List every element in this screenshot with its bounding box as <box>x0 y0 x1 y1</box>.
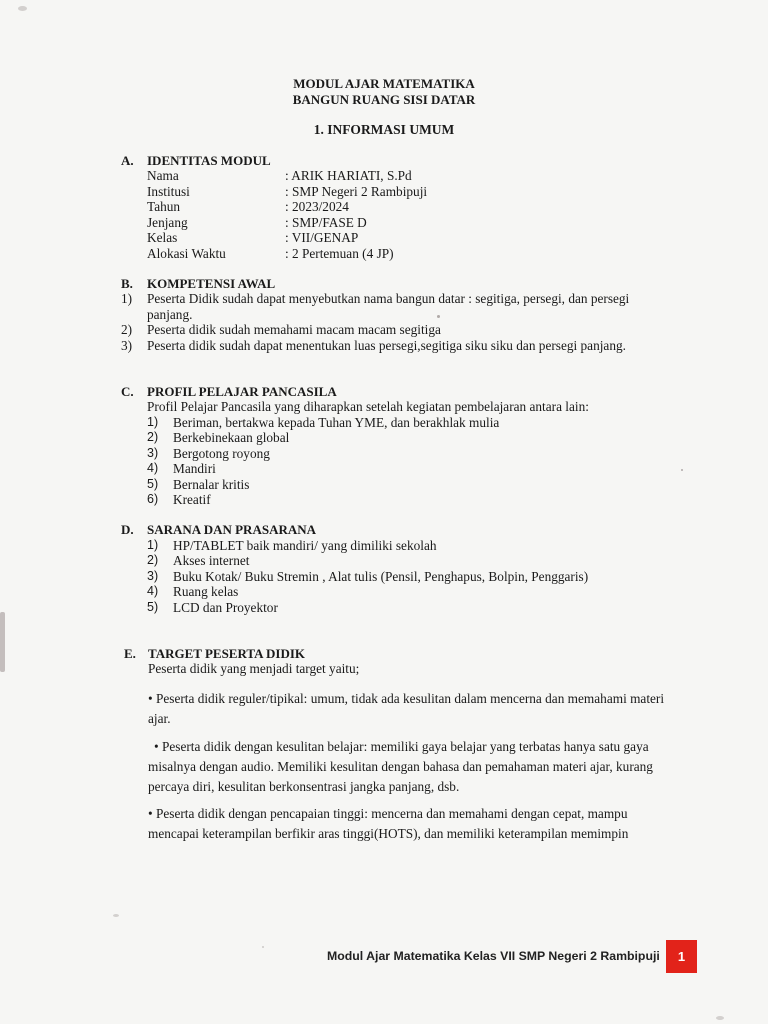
identitas-value: : SMP Negeri 2 Rambipuji <box>285 184 428 199</box>
target-paragraph-pencapaian-tinggi: • Peserta didik dengan pencapaian tinggi: mencerna dan memahami dengan cepat, mampu mencapai keterampilan berfikir aras tinggi(HOTS), dan memiliki keterampilan memimpin <box>148 806 629 841</box>
list-number: 2) <box>147 553 159 567</box>
identitas-value: : 2023/2024 <box>285 199 349 214</box>
doc-title-line1: MODUL AJAR MATEMATIKA <box>293 76 475 91</box>
list-item-text: LCD dan Proyektor <box>173 600 278 615</box>
list-number: 5) <box>147 477 159 491</box>
list-number: 4) <box>147 461 159 475</box>
list-item-text: Kreatif <box>173 492 211 507</box>
section-c-heading: PROFIL PELAJAR PANCASILA <box>147 384 337 399</box>
scan-speck <box>18 6 27 11</box>
scan-speck <box>681 469 683 471</box>
list-item-text: Peserta didik sudah dapat menentukan luas persegi,segitiga siku siku dan persegi panjang. <box>147 338 626 353</box>
list-item-text: Akses internet <box>173 553 250 568</box>
list-number: 4) <box>147 584 159 598</box>
section-d-heading: SARANA DAN PRASARANA <box>147 522 317 537</box>
target-paragraph-reguler: • Peserta didik reguler/tipikal: umum, tidak ada kesulitan dalam mencerna dan memahami materi ajar. <box>148 691 665 726</box>
section-e-heading: TARGET PESERTA DIDIK <box>148 646 306 661</box>
list-number: 3) <box>121 338 133 353</box>
scan-speck <box>437 315 440 318</box>
scan-speck <box>262 946 264 948</box>
scan-speck <box>716 1016 724 1020</box>
identitas-label: Nama <box>147 168 179 183</box>
page-number-badge: 1 <box>666 940 697 973</box>
target-intro: Peserta didik yang menjadi target yaitu; <box>148 661 360 676</box>
list-number: 3) <box>147 569 159 583</box>
section-b-heading: KOMPETENSI AWAL <box>147 276 276 291</box>
identitas-value: : SMP/FASE D <box>285 215 367 230</box>
list-item-text: Peserta Didik sudah dapat menyebutkan nama bangun datar : segitiga, persegi, dan persegi <box>147 291 630 306</box>
identitas-label: Institusi <box>147 184 190 199</box>
list-item-text: Bernalar kritis <box>173 477 250 492</box>
list-number: 1) <box>147 538 159 552</box>
identitas-label: Kelas <box>147 230 178 245</box>
section-d-letter: D. <box>121 522 134 537</box>
list-number: 5) <box>147 600 159 614</box>
section-heading-informasi-umum: 1. INFORMASI UMUM <box>313 122 455 137</box>
identitas-value: : ARIK HARIATI, S.Pd <box>285 168 412 183</box>
list-item-text: Mandiri <box>173 461 216 476</box>
list-item-text-continued: panjang. <box>147 307 193 322</box>
profil-intro: Profil Pelajar Pancasila yang diharapkan setelah kegiatan pembelajaran antara lain: <box>147 399 589 414</box>
section-c-letter: C. <box>121 384 134 399</box>
section-b-letter: B. <box>121 276 133 291</box>
identitas-label: Jenjang <box>147 215 188 230</box>
identitas-label: Tahun <box>147 199 181 214</box>
list-number: 2) <box>121 322 133 337</box>
scan-edge-mark <box>0 612 5 672</box>
scan-speck <box>113 914 119 917</box>
target-paragraph-kesulitan: • Peserta didik dengan kesulitan belajar: memiliki gaya belajar yang terbatas hanya satu gaya misalnya dengan audio. Memiliki kesulitan dengan bahasa dan pemahaman materi ajar, kurang percaya diri, kesulitan berkonsentrasi jangka panjang, dsb. <box>148 739 653 794</box>
section-a-heading: IDENTITAS MODUL <box>147 153 271 168</box>
list-item-text: HP/TABLET baik mandiri/ yang dimiliki sekolah <box>173 538 437 553</box>
footer-text: Modul Ajar Matematika Kelas VII SMP Negeri 2 Rambipuji <box>327 949 660 963</box>
identitas-value: : 2 Pertemuan (4 JP) <box>285 246 394 261</box>
list-item-text: Bergotong royong <box>173 446 270 461</box>
identitas-value: : VII/GENAP <box>285 230 359 245</box>
identitas-label: Alokasi Waktu <box>147 246 226 261</box>
list-number: 1) <box>147 415 159 429</box>
section-a-letter: A. <box>121 153 134 168</box>
list-item-text: Beriman, bertakwa kepada Tuhan YME, dan berakhlak mulia <box>173 415 500 430</box>
list-number: 1) <box>121 291 133 306</box>
list-item-text: Peserta didik sudah memahami macam macam segitiga <box>147 322 441 337</box>
list-number: 2) <box>147 430 159 444</box>
list-number: 3) <box>147 446 159 460</box>
section-e-letter: E. <box>124 646 136 661</box>
list-item-text: Berkebinekaan global <box>173 430 290 445</box>
list-item-text: Ruang kelas <box>173 584 239 599</box>
doc-title-line2: BANGUN RUANG SISI DATAR <box>292 92 476 107</box>
list-item-text: Buku Kotak/ Buku Stremin , Alat tulis (Pensil, Penghapus, Bolpin, Penggaris) <box>173 569 589 584</box>
list-number: 6) <box>147 492 159 506</box>
